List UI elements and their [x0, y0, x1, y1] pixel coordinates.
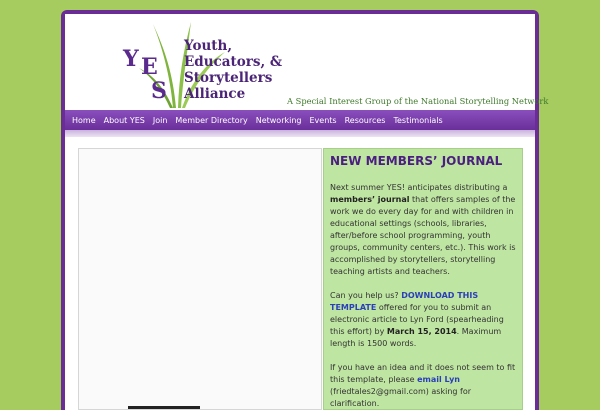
email-lyn-link[interactable]: email Lyn	[417, 375, 461, 384]
journal-text: (friedtales2@gmail.com) asking for clarification.	[330, 387, 472, 408]
page-frame	[61, 10, 549, 410]
site-name-line: Youth,	[184, 38, 233, 54]
download-template-link[interactable]: DOWNLOAD THIS TEMPLATE	[330, 291, 479, 312]
site-tagline: A Special Interest Group of the National Storytelling Network	[287, 96, 549, 106]
nav-item-about-yes[interactable]: About YES	[103, 115, 145, 125]
journal-text: that offers samples of the work we do every day for and with children in educational settings (schools, libraries, after/before school programming, youth groups, community centers, etc.). This work is accomplished by storytellers, storytelling teaching artists and teachers.	[330, 195, 516, 276]
journal-paragraph-intro	[330, 182, 516, 278]
site-name[interactable]	[184, 38, 282, 102]
journal-text: offered for you to submit an electronic article to Lyn Ford (spearheading this effort) by	[330, 303, 504, 336]
journal-title: NEW MEMBERS’ JOURNAL	[330, 154, 503, 168]
journal-text: Next summer YES! anticipates distributing a	[330, 183, 508, 192]
journal-text: Can you help us?	[330, 291, 402, 300]
site-name-line: Alliance	[184, 86, 246, 102]
journal-text: . Maximum length is 1500 words.	[330, 327, 502, 348]
site-header	[65, 14, 549, 110]
logo-letter-e: E	[141, 54, 158, 80]
left-content-panel	[78, 148, 322, 410]
logo-letter-y: Y	[123, 46, 139, 72]
logo-letter-s: S	[151, 78, 167, 104]
nav-item-join[interactable]: Join	[152, 115, 168, 125]
journal-bold-text: members’ journal	[330, 195, 410, 204]
journal-text: If you have an idea and it does not seem to fit this template, please	[330, 363, 516, 384]
nav-item-home[interactable]: Home	[72, 115, 96, 125]
nav-item-member-directory[interactable]: Member Directory	[175, 115, 248, 125]
site-name-line: Storytellers	[184, 70, 273, 86]
nav-item-networking[interactable]: Networking	[255, 115, 302, 125]
journal-paragraph-contact	[330, 362, 516, 410]
embedded-media[interactable]	[128, 406, 200, 409]
page-inner	[65, 14, 549, 410]
deadline-date: March 15, 2014	[386, 327, 457, 336]
main-nav	[65, 110, 535, 130]
journal-panel	[323, 148, 523, 410]
nav-item-testimonials[interactable]: Testimonials	[393, 115, 443, 125]
nav-shadow-bar	[65, 130, 535, 137]
journal-paragraph-help	[330, 290, 516, 350]
nav-item-resources[interactable]: Resources	[344, 115, 386, 125]
site-name-line: Educators, &	[184, 54, 283, 70]
main-content	[78, 148, 523, 410]
nav-item-events[interactable]: Events	[309, 115, 337, 125]
